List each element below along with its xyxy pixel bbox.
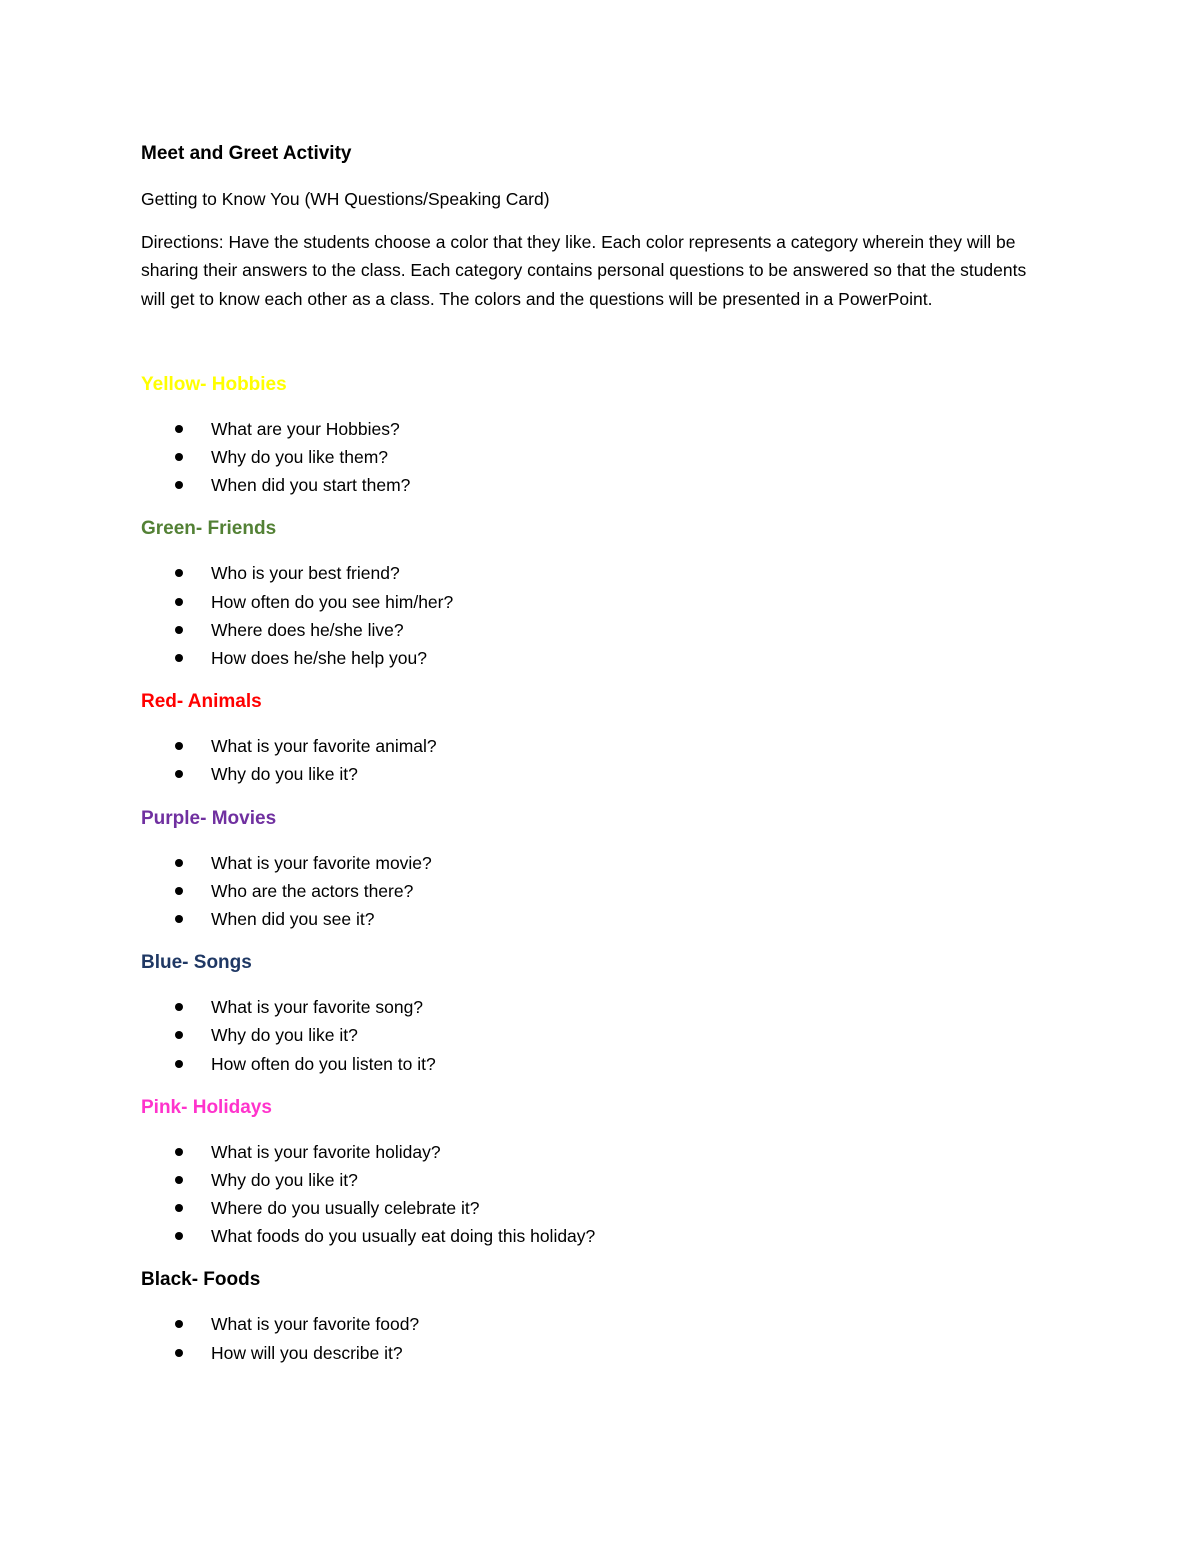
bullet-icon <box>175 770 183 778</box>
list-item <box>141 1166 1041 1194</box>
question-list <box>141 993 1041 1078</box>
question-list <box>141 732 1041 788</box>
bullet-icon <box>175 887 183 895</box>
bullet-icon <box>175 1349 183 1357</box>
bullet-icon <box>175 1320 183 1328</box>
category-section <box>141 1094 1041 1251</box>
bullet-icon <box>175 626 183 634</box>
question-text: How often do you see him/her? <box>211 591 454 612</box>
list-item <box>141 905 1041 933</box>
bullet-icon <box>175 481 183 489</box>
category-heading: Pink- Holidays <box>141 1096 272 1118</box>
question-text: Why do you like it? <box>211 1169 358 1190</box>
question-list <box>141 415 1041 500</box>
bullet-icon <box>175 915 183 923</box>
question-list <box>141 1138 1041 1251</box>
document-title: Meet and Greet Activity <box>141 143 352 164</box>
list-item <box>141 1021 1041 1049</box>
question-text: Why do you like it? <box>211 1025 358 1046</box>
question-text: What is your favorite food? <box>211 1314 420 1335</box>
list-item <box>141 993 1041 1021</box>
bullet-icon <box>175 1204 183 1212</box>
category-heading: Yellow- Hobbies <box>141 373 287 395</box>
question-text: How will you describe it? <box>211 1342 403 1363</box>
document-subtitle: Getting to Know You (WH Questions/Speaking Card) <box>141 189 550 209</box>
bullet-icon <box>175 1176 183 1184</box>
question-text: What is your favorite song? <box>211 997 424 1018</box>
question-text: Why do you like it? <box>211 764 358 785</box>
list-item <box>141 1050 1041 1078</box>
category-heading: Blue- Songs <box>141 952 252 974</box>
list-item <box>141 415 1041 443</box>
question-text: How often do you listen to it? <box>211 1053 436 1074</box>
question-text: Who is your best friend? <box>211 563 400 584</box>
list-item <box>141 877 1041 905</box>
list-item <box>141 644 1041 672</box>
bullet-icon <box>175 859 183 867</box>
list-item <box>141 849 1041 877</box>
question-text: What is your favorite animal? <box>211 736 437 757</box>
bullet-icon <box>175 453 183 461</box>
question-list <box>141 559 1041 672</box>
bullet-icon <box>175 1232 183 1240</box>
question-text: Where do you usually celebrate it? <box>211 1198 480 1219</box>
bullet-icon <box>175 654 183 662</box>
bullet-icon <box>175 1031 183 1039</box>
question-text: When did you see it? <box>211 908 375 929</box>
category-heading: Red- Animals <box>141 691 262 713</box>
category-section <box>141 371 1041 500</box>
question-text: What are your Hobbies? <box>211 418 400 439</box>
list-item <box>141 1194 1041 1222</box>
list-item <box>141 616 1041 644</box>
question-text: What is your favorite movie? <box>211 852 432 873</box>
question-text: What foods do you usually eat doing this holiday? <box>211 1226 596 1247</box>
category-section <box>141 1266 1041 1366</box>
bullet-icon <box>175 1060 183 1068</box>
bullet-icon <box>175 1148 183 1156</box>
list-item <box>141 732 1041 760</box>
bullet-icon <box>175 598 183 606</box>
category-section <box>141 949 1041 1078</box>
list-item <box>141 760 1041 788</box>
question-text: Who are the actors there? <box>211 880 414 901</box>
question-text: When did you start them? <box>211 475 411 496</box>
bullet-icon <box>175 425 183 433</box>
list-item <box>141 1310 1041 1338</box>
list-item <box>141 1339 1041 1367</box>
category-heading: Black- Foods <box>141 1269 261 1291</box>
category-section <box>141 805 1041 934</box>
list-item <box>141 471 1041 499</box>
category-heading: Green- Friends <box>141 518 277 540</box>
question-text: What is your favorite holiday? <box>211 1141 441 1162</box>
category-section <box>141 515 1041 672</box>
question-list <box>141 849 1041 934</box>
category-section <box>141 688 1041 788</box>
bullet-icon <box>175 1003 183 1011</box>
document-page <box>141 140 1041 1383</box>
list-item <box>141 559 1041 587</box>
list-item <box>141 588 1041 616</box>
list-item <box>141 443 1041 471</box>
question-list <box>141 1310 1041 1366</box>
list-item <box>141 1138 1041 1166</box>
question-text: How does he/she help you? <box>211 648 427 669</box>
question-text: Why do you like them? <box>211 447 389 468</box>
question-text: Where does he/she live? <box>211 619 404 640</box>
bullet-icon <box>175 569 183 577</box>
bullet-icon <box>175 742 183 750</box>
directions-paragraph: Directions: Have the students choose a color that they like. Each color represents a category wherein they will be sharing their answers to the class. Each category contains personal questions to be answered so that the students will get to know each other as a class. The colors and the questions will be presented in a PowerPoint. <box>141 232 1027 309</box>
category-list <box>141 371 1041 1367</box>
list-item <box>141 1222 1041 1250</box>
category-heading: Purple- Movies <box>141 807 277 829</box>
